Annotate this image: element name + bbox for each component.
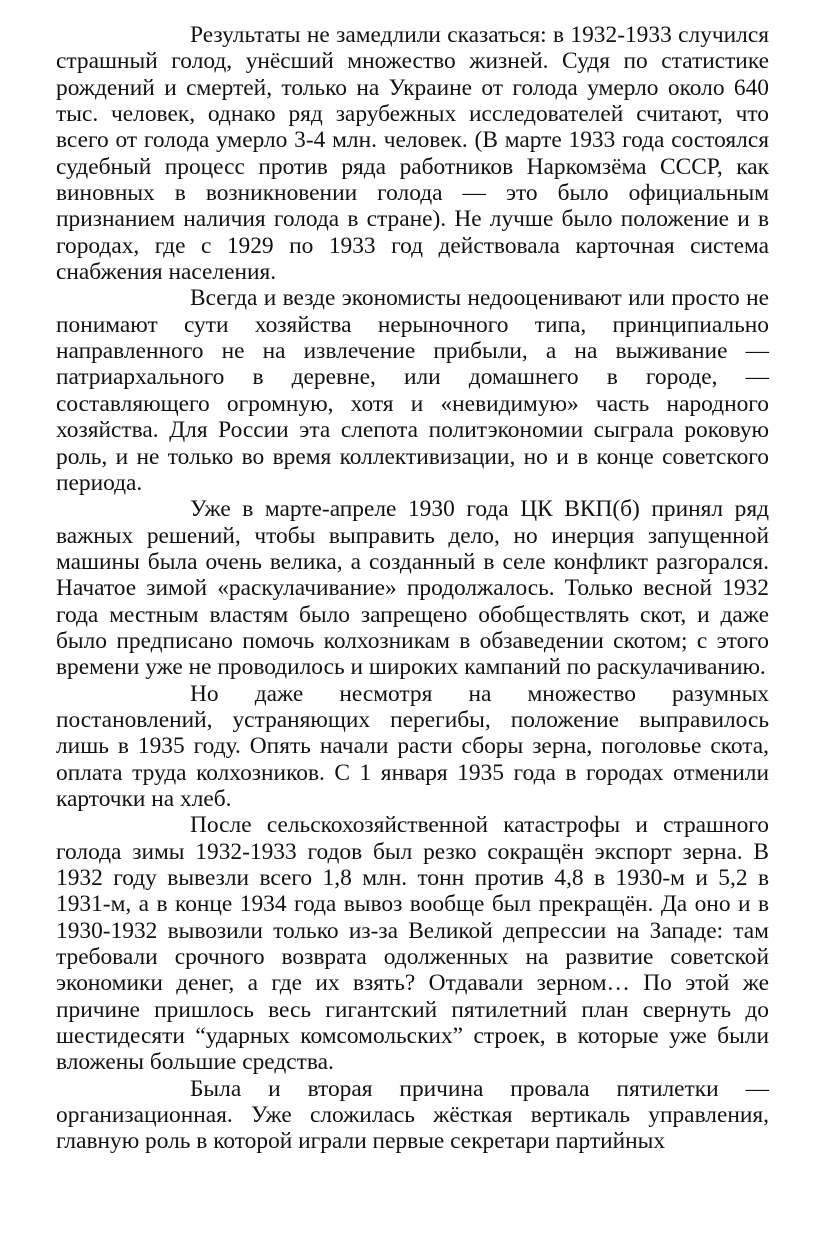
paragraph-famine-results: Результаты не замедлили сказаться: в 1932-1933 случился страшный голод, унёсший множество жизней. Судя по статистике рождений и смертей, только на Украине от голода умерло около 640 тыс. человек, однако ряд зарубежных исследователей считают, что всего от голода умерло 3-4 млн. человек. (В марте 1933 года состоялся судебный процесс против ряда работников Наркомзёма СССР, как виновных в возникновении голода — это было официальным признанием наличия голода в стране). Не лучше было положение и в городах, где с 1929 по 1933 год действовала карточная система снабжения населения. [56, 22, 769, 286]
paragraph-1935-recovery: Но даже несмотря на множество разумных постановлений, устраняющих перегибы, положение выправилось лишь в 1935 году. Опять начали расти сборы зерна, поголовье скота, оплата труда колхозников. С 1 января 1935 года в городах отменили карточки на хлеб. [56, 680, 769, 812]
paragraph-second-reason: Была и вторая причина провала пятилетки — организационная. Уже сложилась жёсткая вертикаль управления, главную роль в которой играли первые секретари партийных [56, 1075, 769, 1155]
paragraph-1930-decisions: Уже в марте-апреле 1930 года ЦК ВКП(б) принял ряд важных решений, чтобы выправить дело, но инерция запущенной машины была очень велика, а созданный в селе конфликт разгорался. Начатое зимой «раскулачивание» продолжалось. Только весной 1932 года местным властям было запрещено обобществлять скот, и даже было предписано помочь колхозникам в обзаведении скотом; с этого времени уже не проводилось и широких кампаний по раскулачиванию. [56, 496, 769, 681]
paragraph-grain-export: После сельскохозяйственной катастрофы и страшного голода зимы 1932-1933 годов был резко сокращён экспорт зерна. В 1932 году вывезли всего 1,8 млн. тонн против 4,8 в 1930-м и 5,2 в 1931-м, а в конце 1934 года вывоз вообще был прекращён. Да оно и в 1930-1932 вывозили только из-за Великой депрессии на Западе: там требовали срочного возврата одолженных на развитие советской экономики денег, а где их взять? Отдавали зерном… По этой же причине пришлось весь гигантский пятилетний план свернуть до шестидесяти “ударных комсомольских” строек, в которые уже были вложены большие средства. [56, 812, 769, 1076]
paragraph-economists-blindness: Всегда и везде экономисты недооценивают или просто не понимают сути хозяйства нерыночного типа, принципиально направленного не на извлечение прибыли, а на выживание — патриархального в деревне, или домашнего в городе, — составляющего огромную, хотя и «невидимую» часть народного хозяйства. Для России эта слепота политэкономии сыграла роковую роль, и не только во время коллективизации, но и в конце советского периода. [56, 285, 769, 496]
document-page [56, 22, 769, 1155]
